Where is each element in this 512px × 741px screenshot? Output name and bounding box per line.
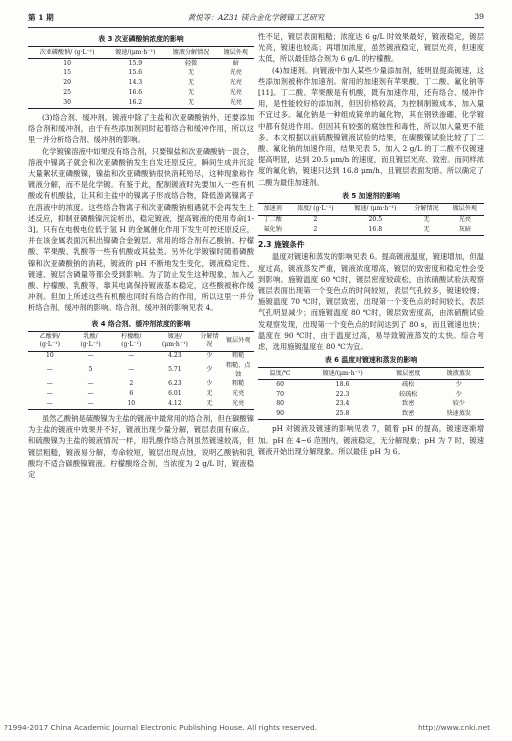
table-row: [28, 380, 254, 390]
table-row: [28, 361, 254, 379]
cell: 5.71: [168, 366, 182, 374]
table3-header: 镀液分解情况: [164, 47, 217, 59]
cell: 10: [45, 352, 54, 360]
body-paragraph: 温度对镀速和蒸发的影响见表 6。提高镀液温度，镀速增加，但温度过高，镀液蒸发严重，镀液浓度增高，镀层的致密度和稳定性会受到影响。施镀温度 60 ℃时，镀层密度较疏松，由浓硝酸试验法观察镀层表面出现第一个变色点的时间较短，表层气孔较多，镀速较慢；施镀温度 70 ℃时，镀层致密，出现第一个变色点的时间较长，表层气孔明显减少；而施镀温度 80 ℃时，镀层致密度高，由浓硝酸试验发观察发现，出现第一个变色点的时间达到了 80 s，而且镀速也快；温度在 90 ℃时，由于温度过高，易导致镀液蒸发的太快。综合考虑，选用施镀温度在 80 ℃为宜。: [258, 252, 484, 352]
cell: 光亮: [232, 390, 245, 398]
cell: 30: [28, 98, 106, 108]
cell: 快速蒸发: [434, 410, 485, 420]
cell: 较疏松: [399, 390, 418, 398]
table4-header: 乳酸/ (g·L⁻¹): [72, 331, 110, 351]
table-row: [258, 215, 484, 225]
cell: 2: [129, 380, 134, 388]
table5-header: 分解情况: [407, 203, 445, 215]
cell: 90: [258, 410, 302, 420]
cell: 16.2: [106, 98, 164, 108]
cell: 致密: [383, 410, 433, 420]
left-column: [28, 31, 254, 480]
cell: 丁二酸: [263, 216, 282, 224]
table3-caption: 表 3 次亚磷酸钠浓度的影响: [98, 35, 184, 43]
cell: 灰暗: [446, 226, 484, 236]
table-row: [28, 88, 254, 98]
table3-header: 镀速/(μm·h⁻¹): [106, 47, 164, 59]
cell: 20: [63, 79, 71, 87]
cell: 15: [63, 69, 71, 77]
cell: 少: [206, 366, 213, 374]
table3-header: 次亚磷酸钠/ (g·L⁻¹): [28, 47, 106, 59]
table-row: [258, 410, 484, 420]
page-number: 39: [474, 12, 484, 21]
cell: 氟化钠: [258, 226, 287, 236]
cell: 较少: [452, 400, 465, 408]
cell: 无: [164, 98, 217, 108]
table-row: [28, 390, 254, 400]
right-column: [258, 31, 484, 457]
cell: 25: [63, 88, 71, 96]
cell: 光亮: [458, 216, 471, 224]
issue-number: 第 1 期: [28, 13, 54, 22]
body-paragraph: 化学镀镍溶液中如果没有络合剂，只要镍盐和次亚磷酸钠一混合，溶液中镍离子就会和次亚磷酸钠发生自发还原反应，瞬间生成并沉淀大量絮状亚磷酸镍，镍盐和次亚磷酸钠很快消耗殆尽，这种现象称作镀液分解，而不是化学镀。有鉴于此，配制镀液时先要加入一些有机酸或有机酸盐，让其和主盐中的镍离子形成络合物，降低游离镍离子在溶液中的浓度。这些络合物离子和次亚磷酸钠相遇就不会再发生上述反应，抑制亚磷酸镍沉淀析出，稳定镀液，提高镀液的使用寿命[1-3]。只有在电极电位低于氢 H 的金属催化作用下发生可控还原反应，并在该金属表面沉积出镍磷合金镀层。常用的络合剂有乙酸钠、柠檬酸、苹果酸、乳酸等一些有机酸或其盐类。另外化学镀镍时随着磷酸镍和次亚磷酸钠的消耗，镀液的 pH 不断地发生变化，镀液稳定性、镀速、镀层含磷量等都会受到影响。为了防止发生这种现象，加入乙酸、柠檬酸、乳酸等，靠其电离保持镀液基本稳定，这些酸被称作缓冲剂。但加上所述这些有机酸也同时有络合的作用，所以这里一并分析络合剂、缓冲剂的影响。络合剂、缓冲剂的影响见表 4。: [28, 146, 254, 313]
cell: 25.8: [302, 410, 383, 420]
cell: —: [87, 380, 94, 388]
table5: [258, 203, 484, 237]
cell: 10: [109, 399, 153, 409]
cell: 18.6: [335, 380, 350, 388]
cell: 少: [206, 352, 213, 360]
cell: —: [46, 380, 53, 388]
cell: 光亮: [222, 399, 254, 409]
table3-header: 镀层外观: [218, 47, 254, 59]
cell: —: [28, 399, 72, 409]
cell: 22.3: [335, 390, 350, 398]
cell: —: [87, 352, 94, 360]
table4-caption: 表 4 络合剂、缓冲剂浓度的影响: [91, 319, 191, 328]
cell: 少: [206, 380, 213, 388]
cell: 少: [455, 380, 462, 388]
table4: [28, 331, 254, 411]
cell: 15.9: [128, 59, 143, 67]
cell: 80: [276, 400, 284, 408]
table-row: [28, 351, 254, 361]
table6-caption: 表 6 温度对镀速和蒸发的影响: [324, 356, 418, 365]
table5-header: 加速剂: [258, 203, 287, 215]
cell: 70: [276, 390, 284, 398]
table5-header: 浓度/ (g·L⁻¹): [287, 203, 343, 215]
table-row: [28, 69, 254, 79]
cell: 无: [188, 88, 195, 96]
table6-header: 温度/℃: [258, 368, 302, 380]
cell: 无: [197, 399, 223, 409]
header-rule: [28, 27, 484, 28]
section-heading: 2.3 施镀条件: [258, 240, 305, 250]
cell: 2: [287, 226, 343, 236]
table-row: [258, 380, 484, 390]
table4-header: 分解情况: [197, 331, 223, 351]
cell: 无: [423, 216, 430, 224]
page-footer: [0, 723, 512, 735]
cell: 16.6: [128, 88, 143, 96]
body-paragraph: (4)加速剂。向镀液中加入某些少量添加剂，能明显提高镀速，这些添加剂被称作加速剂。常用的加速剂有苹果酸、丁二酸、氟化钠等[11]。丁二酸、苹果酸是有机酸，既有加速作用，还有络合、缓冲作用，是性能较好的添加剂，但因价格较高，为控制制镀成本，加入量不宜过多。氟化钠是一种组成简单的氟化物，其在钢铁渗硼、化学镀中都有促进作用。但因其有较强的腐蚀性和毒性，所以加入量更不能多。本文根据以前硫酸镍镀液试验的结果，在碳酸镍试验比较了丁二酸、氟化钠的加速作用，结果见表 5。加入 2 g/L 的丁二酸不仅镀速提高明显，达到 20.5 μm/h 的速度，而且镀层光亮、致密。而同样浓度的氟化钠，镀速只达到 16.8 μm/h，且镀层表面发暗。所以确定了二酸为最佳加速剂。: [258, 65, 484, 187]
cell: 无: [206, 390, 213, 398]
table-row: [28, 79, 254, 89]
body-paragraph: 虽然乙酸钠是硫酸镍为主盐的镀液中最常用的络合剂，但在碳酸镍为主盐的镀液中效果并不好，镀液出现少量分解，镀层表面有麻点。和硫酸镍为主盐的镀液情况一样，用乳酸作络合剂虽然镀速较高，但镀层粗糙，镀液易分解，寿命较短，镀层出现点蚀，说明乙酸钠和乳酸均不适合碳酸镍镀液。柠檬酸络合剂，当浓度为 2 g/L 时，镀液稳定: [28, 414, 254, 480]
cell: 疏松: [402, 380, 415, 388]
copyright-notice: ?1994-2017 China Academic Journal Electronic Publishing House. All rights reserved.: [4, 723, 318, 732]
cell: 23.4: [335, 400, 350, 408]
table-row: [258, 226, 484, 236]
table-row: [258, 400, 484, 410]
cell: 粗糙: [232, 380, 245, 388]
cell: 暗: [232, 59, 239, 67]
cell: 2: [313, 216, 318, 224]
cell: 少: [455, 390, 462, 398]
cell: 轻微: [184, 59, 198, 67]
table4-header: 柠檬酸/ (g·L⁻¹): [109, 331, 153, 351]
cell: 4.12: [153, 399, 197, 409]
cell: 16.8: [343, 226, 407, 236]
cell: 致密: [402, 400, 415, 408]
cnki-link[interactable]: http://www.cnki.net: [417, 723, 490, 732]
cell: 6.01: [168, 390, 182, 398]
body-paragraph: 性不足，镀层表面粗糙；浓度达 6 g/L 时效果最好，镀液稳定，镀层光亮，镀速也较高；再增加浓度，虽然镀液稳定，镀层光亮，但速度太低，所以最佳络合剂为 6 g/L 的柠檬酸。: [258, 32, 484, 64]
table4-header: 乙酸钠/ (g·L⁻¹): [28, 331, 72, 351]
cell: 光亮: [229, 88, 242, 96]
cell: 5: [88, 366, 93, 374]
table4-header: 镀速/ (μm·h⁻¹): [153, 331, 197, 351]
table3: [28, 46, 254, 109]
cell: —: [46, 366, 53, 374]
body-paragraph: pH 对镀液及镀速的影响见表 7，随着 pH 的提高，镀速逐渐增加。pH 在 4~6 范围内，镀液稳定，无分解现象；pH 为 7 时，镀速镀液开始出现分解现象。所以最佳 pH 为 6。: [258, 424, 484, 456]
cell: 10: [63, 59, 71, 67]
table-row: [258, 390, 484, 400]
table6: [258, 367, 484, 420]
cell: 15.6: [128, 69, 143, 77]
body-paragraph: (3)络合剂、缓冲剂。镀液中除了主盐和次亚磷酸钠外，还要添加络合剂和缓冲剂，由于有些添加剂同时起着络合和缓冲作用，所以这里一并分析络合剂、缓冲剂的影响。: [28, 112, 254, 145]
table5-header: 镀层外观: [446, 203, 484, 215]
cell: 无: [407, 226, 445, 236]
cell: 光亮: [229, 79, 242, 87]
table6-header: 镀层密度: [383, 368, 433, 380]
running-header: [28, 10, 484, 26]
table-row: [28, 98, 254, 108]
cell: 6: [129, 390, 134, 398]
cell: —: [128, 366, 135, 374]
cell: 4.23: [168, 352, 182, 360]
cell: —: [87, 390, 94, 398]
table-row: [28, 59, 254, 69]
cell: —: [72, 399, 110, 409]
table5-header: 镀速/ (μm·h⁻¹): [343, 203, 407, 215]
table-row: [28, 399, 254, 409]
cell: 20.5: [368, 216, 383, 224]
cell: 粗糙: [232, 352, 245, 360]
cell: 无: [188, 69, 195, 77]
cell: 60: [276, 380, 284, 388]
cell: 6.23: [168, 380, 182, 388]
cell: 粗糙，点蚀: [225, 361, 251, 378]
table6-header: 镀速/(μm·h⁻¹): [302, 368, 383, 380]
cell: —: [46, 390, 53, 398]
table6-header: 镀液蒸发: [434, 368, 485, 380]
table5-caption: 表 5 加速剂的影响: [342, 191, 400, 200]
cell: —: [128, 352, 135, 360]
cell: 光亮: [218, 98, 254, 108]
table4-header: 镀层外观: [222, 331, 254, 351]
cell: 14.3: [128, 79, 143, 87]
running-title: 黄悦等：AZ31 镁合金化学镀镍工艺研究: [187, 13, 325, 22]
cell: 无: [188, 79, 195, 87]
cell: 光亮: [229, 69, 242, 77]
